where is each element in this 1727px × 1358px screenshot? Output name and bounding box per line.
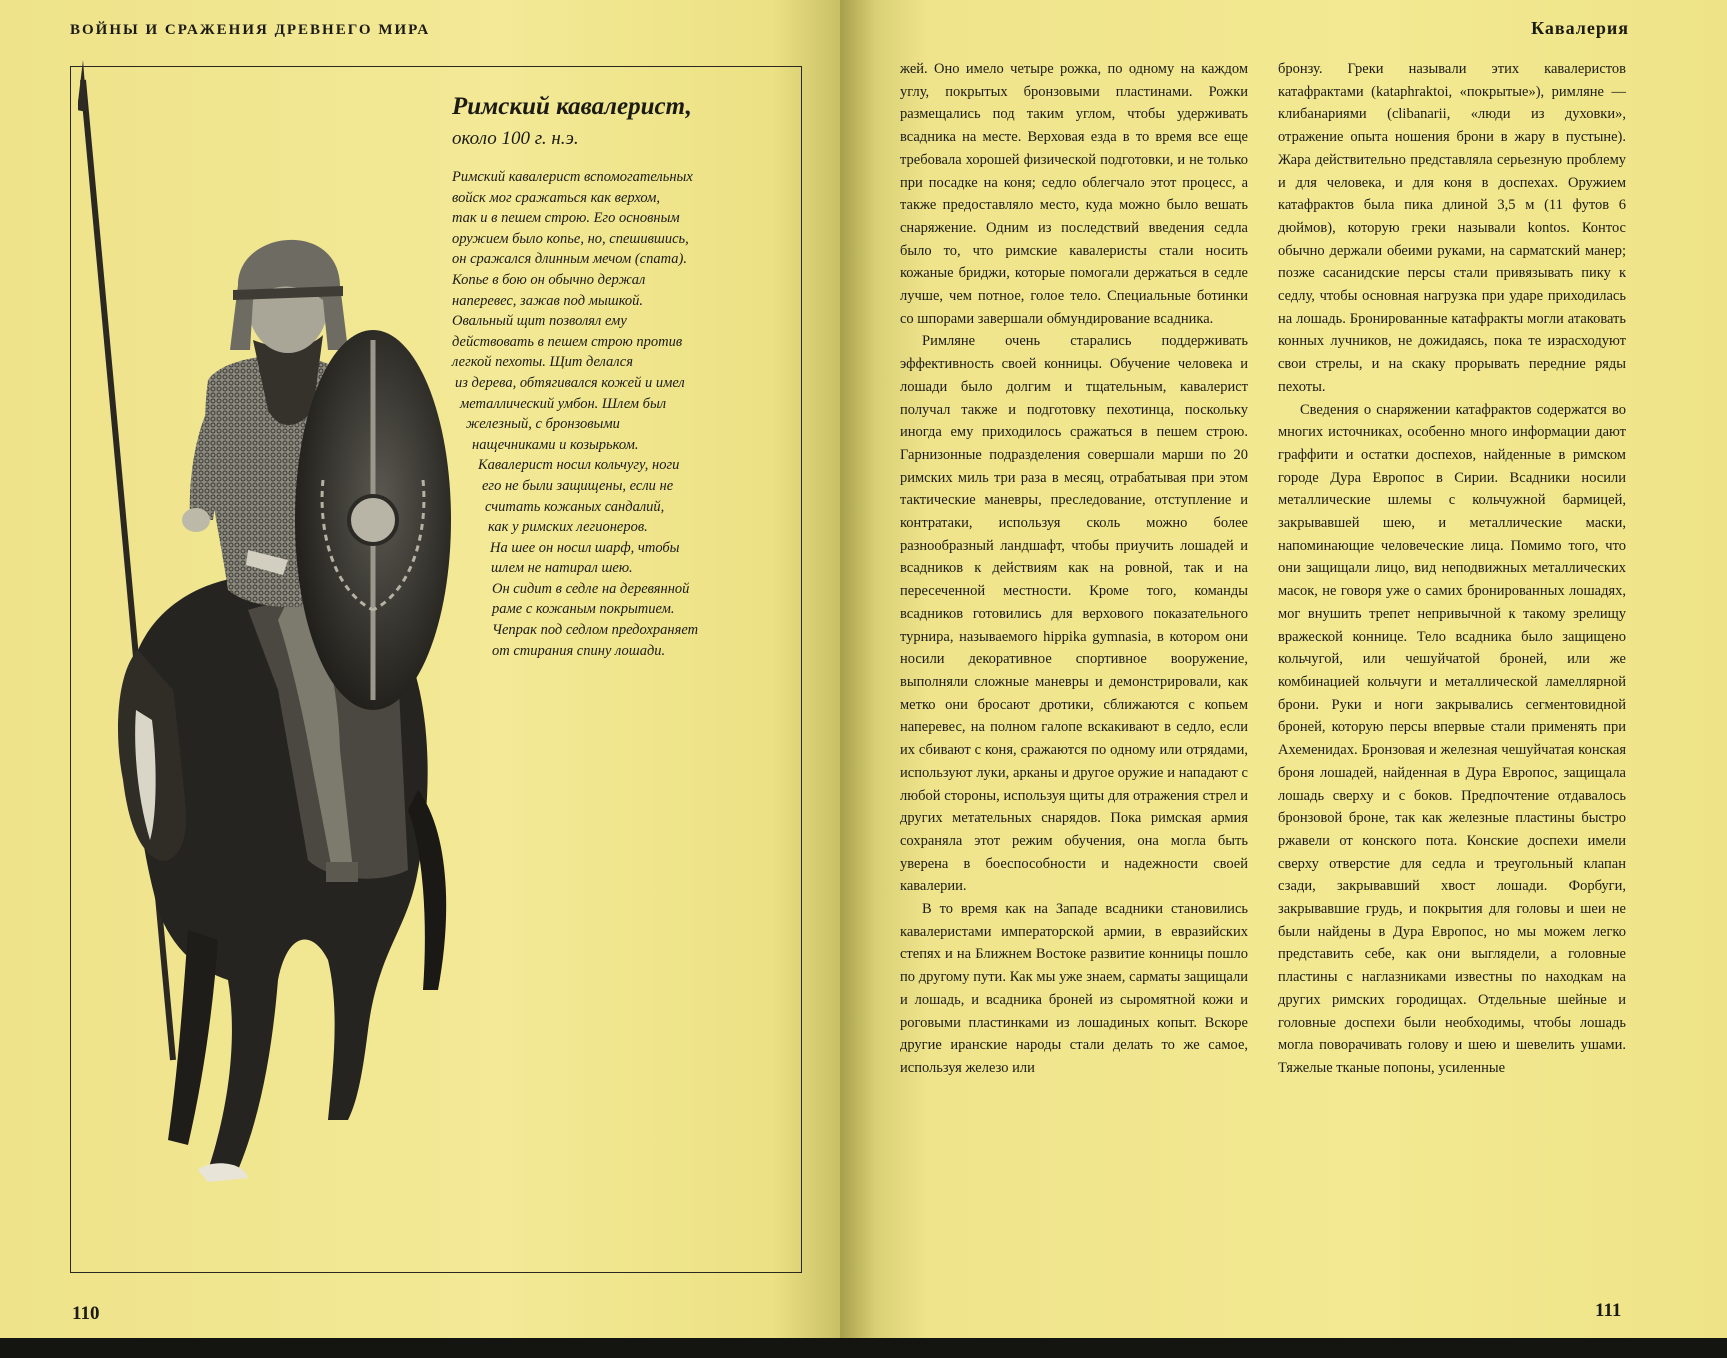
caption-line: На шее он носил шарф, чтобы: [490, 539, 680, 556]
paragraph: В то время как на Западе всадники становились кавалеристами императорской армии, в евразийских степях и на Ближнем Востоке развитие конницы пошло по другому пути. Как мы уже знаем, сарматы защищали и лошадь, и всадника броней из сыромятной кожи и роговыми пластинками из лошадиных копыт. Вскоре другие иранские народы стали делать то же самое, используя железо или: [900, 901, 1248, 1076]
caption-line: наперевес, зажав под мышкой.: [452, 292, 644, 309]
paragraph: жей. Оно имело четыре рожка, по одному на каждом углу, покрытых бронзовыми пластинами. Рожки размещались под таким углом, чтобы удерживать всадника на месте. Верховая езда в то время все еще требовала хорошей физической подготовки, и не только при посадке на коня; седло облегчало этот процесс, а также предоставляло место, куда можно было вешать снаряжение. Одним из последствий введения седла было то, что римские кавалеристы стали носить кожаные бриджи, которые помогали держаться в седле лучше, чем потное, голое тело. Специальные ботинки со шпорами завершали обмундирование всадника.: [900, 61, 1248, 327]
caption-line: действовать в пешем строю против: [452, 333, 683, 350]
caption-line: его не были защищены, если не: [482, 477, 674, 494]
horse-tail: [408, 790, 446, 990]
caption-text: [452, 167, 787, 661]
right-page-number: 111: [1595, 1300, 1622, 1321]
caption-line: Копье в бою он обычно держал: [452, 271, 646, 288]
roman-cavalryman-illustration: [78, 50, 498, 1290]
caption-line: раме с кожаным покрытием.: [492, 601, 675, 618]
text-column-2: [1278, 58, 1626, 1080]
left-page: [0, 0, 840, 1358]
paragraph: бронзу. Греки называли этих кавалеристов катафрактами (kataphraktoi, «покрытые»), римляне — клибанариями (clibanarii, «люди из духовки», отражение опыта ношения брони в жару в пустыне). Жара действительно представляла серьезную проблему и для человека, и для коня в доспехах. Оружием катафрактов была пика длиной 3,5 м (11 футов 6 дюймов), которую греки называли kontos. Контос обычно держали обеими руками, на сарматский манер; позже сасанидские персы стали привязывать пику к седлу, чтобы основная нагрузка при ударе приходилась на лошадь. Бронированные катафракты могли атаковать конных лучников, не дожидаясь, пока те израсходуют свои стрелы, и на скаку прорывать передние ряды пехоты.: [1278, 61, 1626, 395]
text-column-1: [900, 58, 1248, 1080]
caption-line: как у римских легионеров.: [488, 519, 648, 536]
bottom-edge: [0, 1338, 1727, 1358]
caption-line: Он сидит в седле на деревянной: [492, 580, 690, 597]
horse-hoof: [198, 1163, 248, 1182]
caption-line: шлем не натирал шею.: [491, 560, 633, 577]
caption-line: считать кожаных сандалий,: [485, 498, 665, 515]
caption-line: Римский кавалерист вспомогательных: [452, 169, 693, 185]
caption-line: он сражался длинным мечом (спата).: [452, 251, 687, 268]
caption-line: войск мог сражаться как верхом,: [452, 189, 661, 206]
caption-line: из дерева, обтягивался кожей и имел: [455, 374, 685, 391]
paragraph: Сведения о снаряжении катафрактов содержатся во многих источниках, особенно много информации дают граффити и остатки доспехов, найденные в римском городе Дура Европос в Сирии. Всадники носили металлические шлемы с кольчужной бармицей, закрывавшей шею, и металлические маски, напоминающие человеческие лица. Помимо того, что они защищали лицо, вид неподвижных металлических масок, не говоря уже о самих бронированных лошадях, мог внушить трепет непривычной к такому зрелищу вражеской коннице. Тело всадника было защищено кольчугой, или чешуйчатой броней, или же комбинацией кольчуги и металлической ламеллярной брони. Руки и ноги закрывались сегментовидной броней, которую персы впервые стали применять при Ахеменидах. Бронзовая и железная чешуйчатая конская броня лошадей, найденная в Дура Европос, защищала лошадь сверху и с боков. Предпочтение отдавалось бронзовой броне, так как железные пластины быстро ржавели от конского пота. Конские доспехи имели сверху отверстие для седла и треугольный клапан сзади, закрывавший хвост лошади. Форбуги, закрывавшие грудь, и покрытия для головы и шеи не были найдены в Дура Европос, но мы можем легко представить себе, как они выглядели, а головные пластины с наглазниками известны по находкам на других римских городищах. Отдельные шейные и головные доспехи были необходимы, чтобы лошадь могла поворачивать голову и шею и шевелить ушами. Тяжелые тканые попоны, усиленные: [1278, 401, 1626, 1076]
caption-line: легкой пехоты. Щит делался: [452, 354, 633, 371]
caption-date: около 100 г. н.э.: [452, 128, 579, 149]
caption-line: металлический умбон. Шлем был: [460, 395, 667, 412]
horse-leg-front: [168, 930, 218, 1145]
caption-line: Чепрак под седлом предохраняет: [492, 622, 699, 639]
left-running-head: ВОЙНЫ И СРАЖЕНИЯ ДРЕВНЕГО МИРА: [70, 22, 431, 38]
rider-sandal: [326, 862, 358, 882]
caption-line: нащечниками и козырьком.: [472, 436, 639, 453]
rider-hand: [182, 508, 210, 532]
paragraph: Римляне очень старались поддерживать эффективность своей конницы. Обучение человека и лошади было долгим и тщательным, кавалерист получал также и подготовку пехотинца, поскольку иногда ему приходилось сражаться в пешем строю. Гарнизонные подразделения совершали марши по 20 римских миль три раза в месяц, отрабатывая при этом тактические маневры, преследование, отступление и контратаки, используя сколь можно более разнообразный ландшафт, чтобы приучить лошадей и всадников к действиям как на ровной, так и на пересеченной местности. Кроме того, команды всадников готовились для верхового показательного турнира, называемого hippika gymnasia, в котором они носили декоративное спортивное вооружение, выполняли сложные маневры и демонстрировали, как метко они бросают дротики, сближаются с копьем наперевес, на полном галопе вскакивают в седло, если их сбивают с коня, сражаются по одному или отрядами, используют луки, арканы и другое оружие и нападают с любой стороны, используя щиты для отражения стрел и других метательных снарядов. Пока римская армия сохраняла этот режим обучения, она могла быть уверена в боеспособности и надежности своей кавалерии.: [900, 333, 1248, 895]
caption-line: так и в пешем строю. Его основным: [452, 210, 680, 227]
shield-boss: [349, 496, 397, 544]
caption-line: железный, с бронзовыми: [466, 416, 620, 433]
caption-line: оружием было копье, но, спешившись,: [452, 230, 689, 247]
caption-line: Овальный щит позволял ему: [452, 313, 627, 330]
left-page-number: 110: [72, 1303, 100, 1324]
caption-line: Кавалерист носил кольчугу, ноги: [478, 457, 680, 474]
right-running-head: Кавалерия: [1531, 18, 1629, 38]
caption-line: от стирания спину лошади.: [492, 642, 666, 659]
caption-title: Римский кавалерист,: [452, 93, 692, 120]
